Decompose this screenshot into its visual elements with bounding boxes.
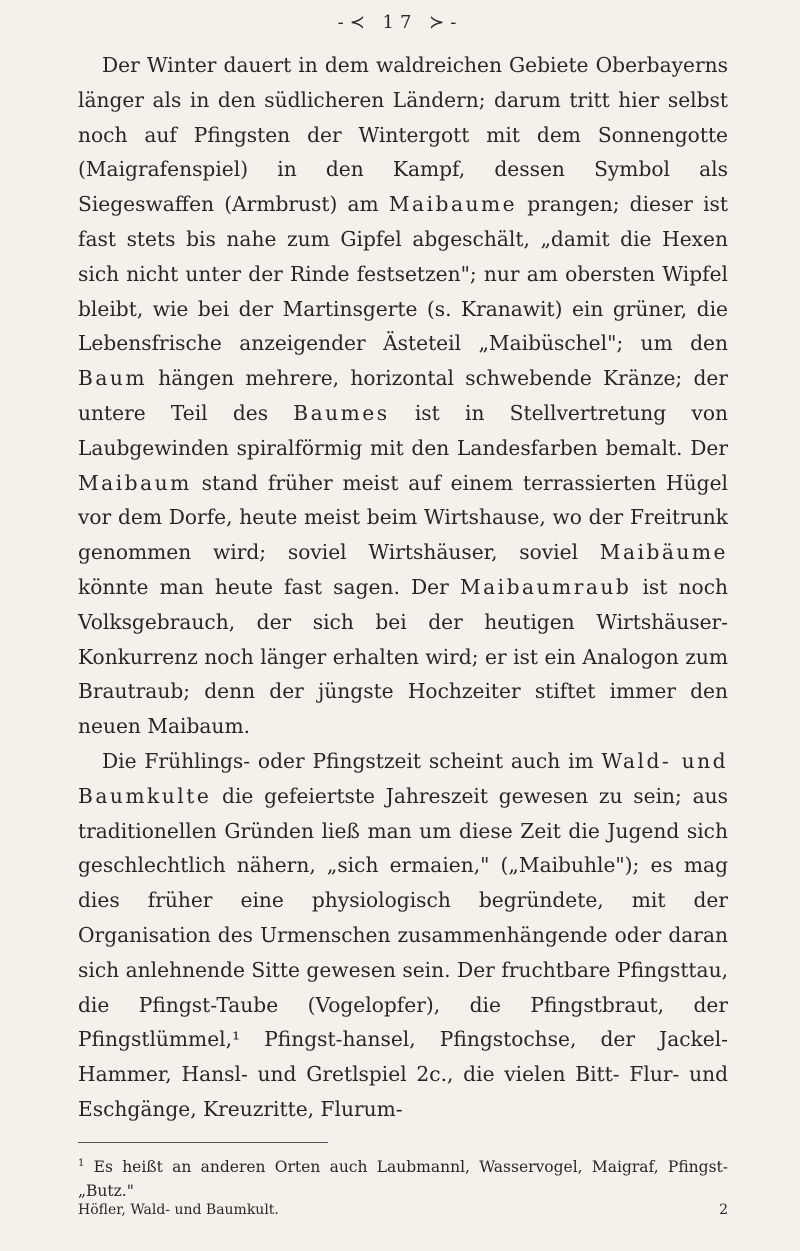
text-run: stand früher meist auf einem terrassierten Hügel vor dem Dorfe, heute meist beim Wirtshause, wo der Freitrunk genommen wird; soviel Wirtshäuser, soviel	[78, 470, 728, 565]
text-run: hängen mehrere, horizontal schwebende Kränze; der untere Teil des	[78, 366, 728, 425]
text-run: Die Frühlings- oder Pfingstzeit scheint auch im	[102, 748, 602, 773]
emphasis-run: Maibäume	[599, 540, 728, 565]
text-run: ; denn der jüngste Hochzeiter stiftet immer den neuen Maibaum.	[78, 679, 728, 739]
body-text	[78, 48, 728, 1127]
emphasis-run: Wald- und Baumkulte	[78, 748, 728, 808]
text-run: Der Winter dauert in dem waldreichen Gebiete Oberbayerns länger als in den südlicheren Ländern; darum tritt hier selbst noch auf Pfingsten der Wintergott mit dem Sonnengotte (Maigrafenspiel) in den Kampf, dessen Symbol als Siegeswaffen (Armbrust) am	[78, 53, 728, 217]
text-run: Brautraub	[78, 679, 184, 704]
text-run: prangen; dieser ist fast stets bis nahe zum Gipfel abgeschält, „damit die Hexen sich nicht unter der Rinde festsetzen"; nur am obersten Wipfel bleibt, wie bei der Martinsgerte (s. Kranawit) ein grüner, die Lebensfrische anzeigender Ästeteil „Maibüschel"; um den	[78, 192, 729, 356]
paragraph-2	[78, 744, 728, 1127]
emphasis-run: Maibaumraub	[459, 574, 632, 599]
emphasis-run: Baum	[78, 366, 148, 391]
sheet-number: 2	[719, 1202, 728, 1218]
running-footer	[78, 1202, 728, 1218]
footnote-divider	[78, 1142, 328, 1143]
footnote-marker: 1	[78, 1158, 85, 1169]
paragraph-1	[78, 48, 728, 744]
emphasis-run: Maibaum	[78, 470, 192, 495]
emphasis-run: Maibaume	[388, 192, 518, 217]
book-signature: Höfler, Wald- und Baumkult.	[78, 1202, 279, 1218]
text-run: ist in Stellvertretung von Laubgewinden spiralförmig mit den Landesfarben bemalt. Der	[78, 400, 728, 460]
emphasis-run: Baumes	[293, 400, 390, 425]
text-run: ist noch Volksgebrauch, der sich bei der heutigen Wirtshäuser-Konkurrenz noch länger erhalten wird; er ist ein Analogon zum	[78, 574, 728, 669]
page-number: -≺ 17 ≻-	[337, 12, 463, 33]
footnote	[78, 1152, 728, 1203]
text-run: die gefeiertste Jahreszeit gewesen zu sein; aus traditionellen Gründen ließ man um diese Zeit die Jugend sich geschlechtlich nähern, „sich ermaien," („Maibuhle"); es mag dies früher eine physiologisch begründete, mit der Organisation des Urmenschen zusammenhängende oder daran sich anlehnende Sitte gewesen sein. Der fruchtbare Pfingsttau, die Pfingst-Taube (Vogelopfer), die Pfingstbraut, der Pfingstlümmel,¹ Pfingst-hansel, Pfingstochse, der Jackel-Hammer, Hansl- und Gretlspiel 2c., die vielen Bitt- Flur- und Eschgänge, Kreuzritte, Flurum-	[78, 783, 728, 1121]
footnote-text: Es heißt an anderen Orten auch Laubmannl, Wasservogel, Maigraf, Pfingst-„Butz."	[78, 1158, 728, 1201]
text-run: könnte man heute fast sagen. Der	[78, 574, 460, 599]
